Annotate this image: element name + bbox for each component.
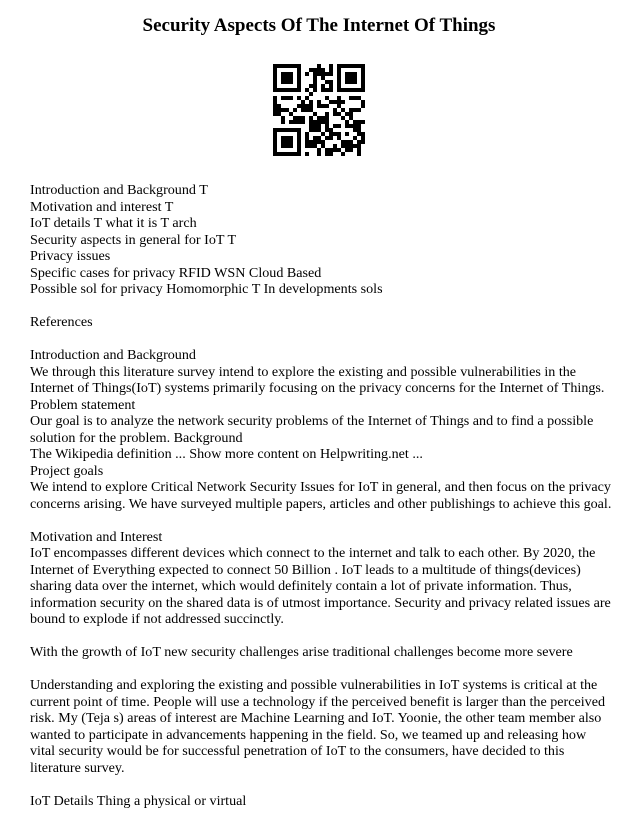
qr-module (317, 136, 321, 140)
qr-module (357, 140, 361, 144)
qr-module (297, 104, 301, 108)
qr-module (325, 104, 329, 108)
qr-module (285, 140, 289, 144)
qr-module (341, 116, 345, 120)
qr-module (301, 116, 305, 120)
qr-module (313, 88, 317, 92)
qr-module (317, 104, 321, 108)
qr-module (361, 100, 365, 104)
qr-module (289, 152, 293, 156)
qr-module (273, 88, 277, 92)
qr-module (329, 80, 333, 84)
qr-module (273, 64, 277, 68)
qr-module (341, 88, 345, 92)
qr-module (349, 124, 353, 128)
qr-module (309, 92, 313, 96)
qr-module (345, 132, 349, 136)
qr-module (305, 136, 309, 140)
qr-module (345, 148, 349, 152)
qr-module (361, 136, 365, 140)
qr-module (309, 108, 313, 112)
qr-module (281, 80, 285, 84)
qr-module (353, 128, 357, 132)
paragraph: IoT encompasses different devices which connect to the internet and talk to each other. By 2020, the Internet of Everything expected to connect 50 Billion . IoT leads to a multitude of things(devices) sharing data over the internet, which would definitely contain a lot of private information. Thus, information security on the shared data is of utmost importance. Security and privacy related issues are bound to explode if not addressed succinctly. (30, 545, 611, 627)
qr-module (337, 68, 341, 72)
qr-module (329, 132, 333, 136)
qr-module (289, 72, 293, 76)
qr-module (273, 140, 277, 144)
qr-module (329, 136, 333, 140)
qr-module (273, 76, 277, 80)
qr-module (297, 72, 301, 76)
qr-module (285, 80, 289, 84)
qr-module (345, 80, 349, 84)
qr-module (285, 96, 289, 100)
qr-module (345, 88, 349, 92)
qr-module (289, 76, 293, 80)
qr-module (333, 108, 337, 112)
qr-module (317, 68, 321, 72)
qr-module (297, 140, 301, 144)
qr-module (361, 72, 365, 76)
qr-module (273, 100, 277, 104)
qr-module (293, 64, 297, 68)
qr-module (337, 88, 341, 92)
qr-module (325, 88, 329, 92)
qr-module (353, 136, 357, 140)
paragraph: Our goal is to analyze the network security problems of the Internet of Things and to find a possible solution for the problem. Background (30, 413, 594, 446)
qr-module (317, 116, 321, 120)
qr-module (293, 116, 297, 120)
qr-module (337, 136, 341, 140)
qr-module (297, 120, 301, 124)
qr-module (349, 148, 353, 152)
qr-module (281, 108, 285, 112)
qr-module (341, 140, 345, 144)
qr-module (297, 76, 301, 80)
qr-module (321, 84, 325, 88)
qr-module (289, 88, 293, 92)
qr-module (297, 68, 301, 72)
qr-module (317, 72, 321, 76)
qr-module (349, 108, 353, 112)
qr-module (281, 88, 285, 92)
qr-module (281, 136, 285, 140)
qr-module (333, 132, 337, 136)
qr-module (325, 120, 329, 124)
qr-module (313, 120, 317, 124)
qr-module (353, 64, 357, 68)
section-heading: Introduction and Background (30, 347, 196, 363)
qr-module (281, 116, 285, 120)
qr-module (357, 96, 361, 100)
references-heading: References (30, 314, 93, 330)
qr-module (337, 84, 341, 88)
qr-module (349, 144, 353, 148)
qr-module (345, 76, 349, 80)
qr-module (325, 152, 329, 156)
qr-module (321, 76, 325, 80)
qr-module (297, 96, 301, 100)
qr-module (329, 84, 333, 88)
qr-module (345, 64, 349, 68)
qr-module (273, 132, 277, 136)
qr-module (361, 84, 365, 88)
qr-module (277, 108, 281, 112)
qr-module (293, 108, 297, 112)
qr-module (309, 104, 313, 108)
qr-module (309, 144, 313, 148)
qr-module (313, 76, 317, 80)
qr-module (337, 80, 341, 84)
qr-module (285, 136, 289, 140)
qr-module (357, 108, 361, 112)
qr-module (321, 120, 325, 124)
qr-module (353, 144, 357, 148)
qr-module (293, 128, 297, 132)
qr-module (337, 64, 341, 68)
qr-module (297, 80, 301, 84)
qr-module (317, 64, 321, 68)
qr-module (305, 108, 309, 112)
qr-module (281, 96, 285, 100)
qr-module (289, 96, 293, 100)
qr-module (353, 120, 357, 124)
qr-module (313, 124, 317, 128)
subheading: Project goals (30, 462, 104, 479)
qr-module (273, 112, 277, 116)
document-body (30, 182, 612, 809)
document-title: Security Aspects Of The Internet Of Things (142, 15, 496, 36)
qr-module (361, 64, 365, 68)
qr-module (321, 144, 325, 148)
qr-module (277, 112, 281, 116)
qr-module (357, 120, 361, 124)
qr-module (325, 136, 329, 140)
qr-module (281, 140, 285, 144)
qr-module (325, 96, 329, 100)
qr-module (357, 124, 361, 128)
qr-module (273, 148, 277, 152)
qr-module (313, 128, 317, 132)
qr-module (325, 72, 329, 76)
qr-module (273, 128, 277, 132)
qr-module (273, 84, 277, 88)
qr-module (361, 88, 365, 92)
qr-module (289, 112, 293, 116)
qr-module (333, 148, 337, 152)
qr-module (349, 116, 353, 120)
qr-module (341, 152, 345, 156)
qr-module (273, 136, 277, 140)
qr-module (297, 136, 301, 140)
outline-item: Privacy issues (30, 248, 111, 264)
qr-module (313, 144, 317, 148)
qr-module (361, 104, 365, 108)
qr-module (361, 120, 365, 124)
qr-module (301, 100, 305, 104)
outline-item: Motivation and interest T (30, 198, 174, 215)
qr-module (313, 84, 317, 88)
qr-module (293, 120, 297, 124)
qr-code-icon (273, 64, 365, 156)
qr-module (321, 72, 325, 76)
qr-module (285, 76, 289, 80)
qr-module (353, 88, 357, 92)
qr-module (277, 64, 281, 68)
qr-module (277, 128, 281, 132)
qr-module (325, 128, 329, 132)
qr-module (349, 64, 353, 68)
qr-module (321, 116, 325, 120)
qr-module (273, 68, 277, 72)
qr-module (297, 132, 301, 136)
qr-module (353, 72, 357, 76)
qr-module (301, 108, 305, 112)
qr-module (361, 76, 365, 80)
qr-module (285, 144, 289, 148)
qr-module (349, 96, 353, 100)
qr-module (325, 116, 329, 120)
qr-module (349, 140, 353, 144)
qr-module (329, 68, 333, 72)
qr-module (325, 112, 329, 116)
qr-module (289, 64, 293, 68)
qr-module (281, 76, 285, 80)
qr-module (349, 112, 353, 116)
outline-item: Security aspects in general for IoT T (30, 231, 237, 248)
qr-module (337, 100, 341, 104)
qr-module (309, 128, 313, 132)
qr-module (353, 124, 357, 128)
qr-module (345, 120, 349, 124)
qr-module (361, 68, 365, 72)
qr-module (349, 80, 353, 84)
qr-module (285, 152, 289, 156)
qr-module (305, 144, 309, 148)
qr-module (285, 88, 289, 92)
qr-module (353, 96, 357, 100)
qr-module (337, 76, 341, 80)
qr-module (321, 104, 325, 108)
subheading: Problem statement (30, 396, 136, 413)
qr-module (285, 128, 289, 132)
qr-module (305, 88, 309, 92)
qr-module (329, 88, 333, 92)
qr-module (349, 88, 353, 92)
qr-module (353, 80, 357, 84)
qr-module (297, 84, 301, 88)
paragraph: We through this literature survey intend to explore the existing and possible vulnerabilities in the Internet of Things(IoT) systems primarily focusing on the privacy concerns for the Internet of Things. (30, 363, 605, 396)
qr-module (293, 152, 297, 156)
qr-module (305, 104, 309, 108)
qr-module (345, 112, 349, 116)
qr-module (349, 76, 353, 80)
qr-module (361, 80, 365, 84)
qr-module (297, 152, 301, 156)
qr-module (345, 144, 349, 148)
qr-module (297, 148, 301, 152)
qr-module (325, 80, 329, 84)
qr-module (317, 128, 321, 132)
qr-module (289, 120, 293, 124)
qr-module (277, 88, 281, 92)
qr-module (289, 136, 293, 140)
qr-module (285, 64, 289, 68)
qr-module (345, 72, 349, 76)
qr-module (341, 108, 345, 112)
qr-module (297, 116, 301, 120)
qr-module (357, 64, 361, 68)
qr-module (329, 100, 333, 104)
qr-module (301, 104, 305, 108)
qr-module (309, 68, 313, 72)
qr-module (273, 108, 277, 112)
qr-module (325, 148, 329, 152)
qr-module (289, 140, 293, 144)
qr-module (305, 72, 309, 76)
qr-module (317, 152, 321, 156)
qr-module (281, 128, 285, 132)
outline-item: IoT details T what it is T arch (30, 215, 197, 231)
outline-list (30, 182, 612, 298)
qr-module (337, 132, 341, 136)
qr-module (341, 64, 345, 68)
qr-module (353, 76, 357, 80)
qr-module (289, 80, 293, 84)
qr-module (297, 144, 301, 148)
qr-module (321, 140, 325, 144)
qr-module (337, 96, 341, 100)
qr-module (301, 120, 305, 124)
qr-module (357, 128, 361, 132)
qr-module (309, 84, 313, 88)
qr-module (273, 72, 277, 76)
qr-module (281, 120, 285, 124)
qr-module (329, 64, 333, 68)
qr-module (305, 132, 309, 136)
qr-module (281, 152, 285, 156)
qr-module (273, 152, 277, 156)
qr-module (337, 112, 341, 116)
qr-module (317, 140, 321, 144)
qr-module (289, 128, 293, 132)
qr-module (317, 100, 321, 104)
qr-module (353, 108, 357, 112)
qr-code-graphic (273, 64, 365, 156)
qr-module (317, 148, 321, 152)
qr-module (273, 144, 277, 148)
outline-item: Possible sol for privacy Homomorphic T In developments sols (30, 281, 383, 297)
paragraph: With the growth of IoT new security challenges arise traditional challenges become more severe (30, 644, 573, 660)
qr-module (313, 112, 317, 116)
section-heading: Motivation and Interest (30, 528, 163, 545)
paragraph: The Wikipedia definition ... Show more content on Helpwriting.net ... (30, 446, 423, 462)
qr-module (357, 152, 361, 156)
qr-module (329, 152, 333, 156)
qr-module (325, 124, 329, 128)
qr-module (309, 124, 313, 128)
qr-module (329, 72, 333, 76)
qr-module (361, 140, 365, 144)
qr-module (337, 148, 341, 152)
qr-module (321, 68, 325, 72)
qr-module (297, 128, 301, 132)
qr-module (357, 144, 361, 148)
qr-module (305, 140, 309, 144)
paragraph: We intend to explore Critical Network Security Issues for IoT in general, and then focus on the privacy concerns arising. We have surveyed multiple papers, articles and other publishings to achieve this goal. (30, 479, 612, 512)
qr-module (313, 136, 317, 140)
qr-module (313, 68, 317, 72)
qr-module (273, 80, 277, 84)
qr-module (313, 80, 317, 84)
qr-module (297, 64, 301, 68)
qr-module (337, 104, 341, 108)
qr-module (329, 148, 333, 152)
qr-module (341, 100, 345, 104)
qr-module (313, 140, 317, 144)
qr-module (281, 64, 285, 68)
qr-module (293, 88, 297, 92)
outline-item: Introduction and Background T (30, 182, 208, 198)
paragraph: Understanding and exploring the existing and possible vulnerabilities in IoT systems is critical at the current point of time. People will use a technology if the perceived benefit is larger than the perceived risk. My (Teja s) areas of interest are Machine Learning and IoT. Yoonie, the other team member also wanted to participate in advancements happening in the field. So, we teamed up and releasing how vital security would be for successful penetration of IoT to the consumers, have decided to this literature survey. (30, 677, 606, 776)
qr-module (305, 96, 309, 100)
qr-module (277, 152, 281, 156)
qr-module (333, 124, 337, 128)
qr-module (345, 140, 349, 144)
section-heading: IoT Details Thing a physical or virtual (30, 792, 247, 809)
qr-module (285, 108, 289, 112)
qr-module (309, 120, 313, 124)
qr-module (305, 152, 309, 156)
outline-item: Specific cases for privacy RFID WSN Cloud Based (30, 264, 322, 281)
qr-module (333, 144, 337, 148)
qr-module (309, 116, 313, 120)
qr-module (333, 100, 337, 104)
qr-module (341, 144, 345, 148)
qr-module (297, 88, 301, 92)
qr-module (321, 132, 325, 136)
qr-module (357, 148, 361, 152)
qr-module (281, 144, 285, 148)
qr-module (313, 72, 317, 76)
qr-module (361, 132, 365, 136)
qr-module (277, 104, 281, 108)
qr-module (357, 132, 361, 136)
qr-module (281, 72, 285, 76)
qr-module (349, 72, 353, 76)
qr-module (317, 124, 321, 128)
qr-module (329, 128, 333, 132)
qr-module (345, 124, 349, 128)
qr-module (357, 88, 361, 92)
qr-module (273, 104, 277, 108)
qr-module (309, 140, 313, 144)
qr-module (333, 112, 337, 116)
qr-module (273, 96, 277, 100)
qr-module (289, 144, 293, 148)
qr-module (309, 100, 313, 104)
qr-module (285, 72, 289, 76)
qr-module (317, 120, 321, 124)
qr-module (321, 88, 325, 92)
qr-module (337, 124, 341, 128)
qr-module (337, 72, 341, 76)
